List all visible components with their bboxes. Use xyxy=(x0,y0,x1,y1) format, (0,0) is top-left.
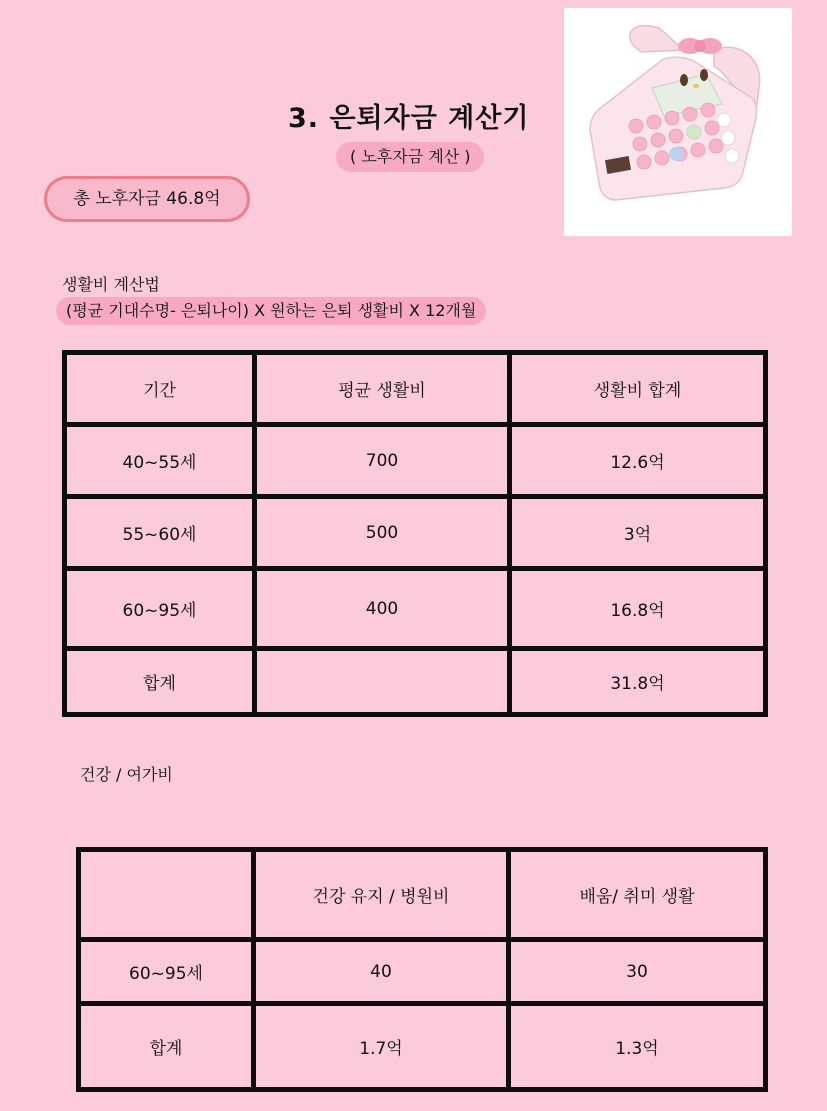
cell-total: 16.8억 xyxy=(510,569,766,649)
cell-period: 40~55세 xyxy=(65,425,255,497)
column-header-health-hospital: 건강 유지 / 병원비 xyxy=(254,850,509,940)
cell-period: 합계 xyxy=(79,1004,254,1090)
cell-health-cost: 40 xyxy=(254,940,509,1004)
column-header-living-cost-total: 생활비 합계 xyxy=(510,353,766,425)
page-title: 3. 은퇴자금 계산기 xyxy=(288,103,530,134)
column-header-learning-hobby: 배움/ 취미 생활 xyxy=(509,850,766,940)
cell-total: 12.6억 xyxy=(510,425,766,497)
table-row xyxy=(79,1004,766,1090)
total-retirement-fund-badge: 총 노후자금 46.8억 xyxy=(44,176,250,222)
cell-period: 60~95세 xyxy=(65,569,255,649)
cell-total: 31.8억 xyxy=(510,649,766,715)
column-header-empty xyxy=(79,850,254,940)
cell-hobby-cost: 1.3억 xyxy=(509,1004,766,1090)
health-leisure-table xyxy=(76,847,768,1092)
table-row xyxy=(65,425,766,497)
table-row xyxy=(65,497,766,569)
cell-total: 3억 xyxy=(510,497,766,569)
column-header-period: 기간 xyxy=(65,353,255,425)
cell-hobby-cost: 30 xyxy=(509,940,766,1004)
table-header-row xyxy=(65,353,766,425)
cell-average-cost: 500 xyxy=(255,497,510,569)
calculator-photo xyxy=(564,8,792,236)
cell-health-cost: 1.7억 xyxy=(254,1004,509,1090)
living-cost-formula: (평균 기대수명- 은퇴나이) X 원하는 은퇴 생활비 X 12개월 xyxy=(56,297,486,325)
column-header-average-living-cost: 평균 생활비 xyxy=(255,353,510,425)
living-cost-method-label: 생활비 계산법 xyxy=(62,275,160,294)
cell-average-cost: 700 xyxy=(255,425,510,497)
cell-average-cost xyxy=(255,649,510,715)
health-leisure-label: 건강 / 여가비 xyxy=(80,765,173,784)
table-row xyxy=(65,569,766,649)
page-subtitle: ( 노후자금 계산 ) xyxy=(336,142,484,172)
cell-average-cost: 400 xyxy=(255,569,510,649)
calculator-illustration xyxy=(564,8,792,236)
cell-period: 55~60세 xyxy=(65,497,255,569)
cell-period: 합계 xyxy=(65,649,255,715)
living-cost-table xyxy=(62,350,768,717)
table-row xyxy=(79,940,766,1004)
table-row xyxy=(65,649,766,715)
table-header-row xyxy=(79,850,766,940)
cell-period: 60~95세 xyxy=(79,940,254,1004)
